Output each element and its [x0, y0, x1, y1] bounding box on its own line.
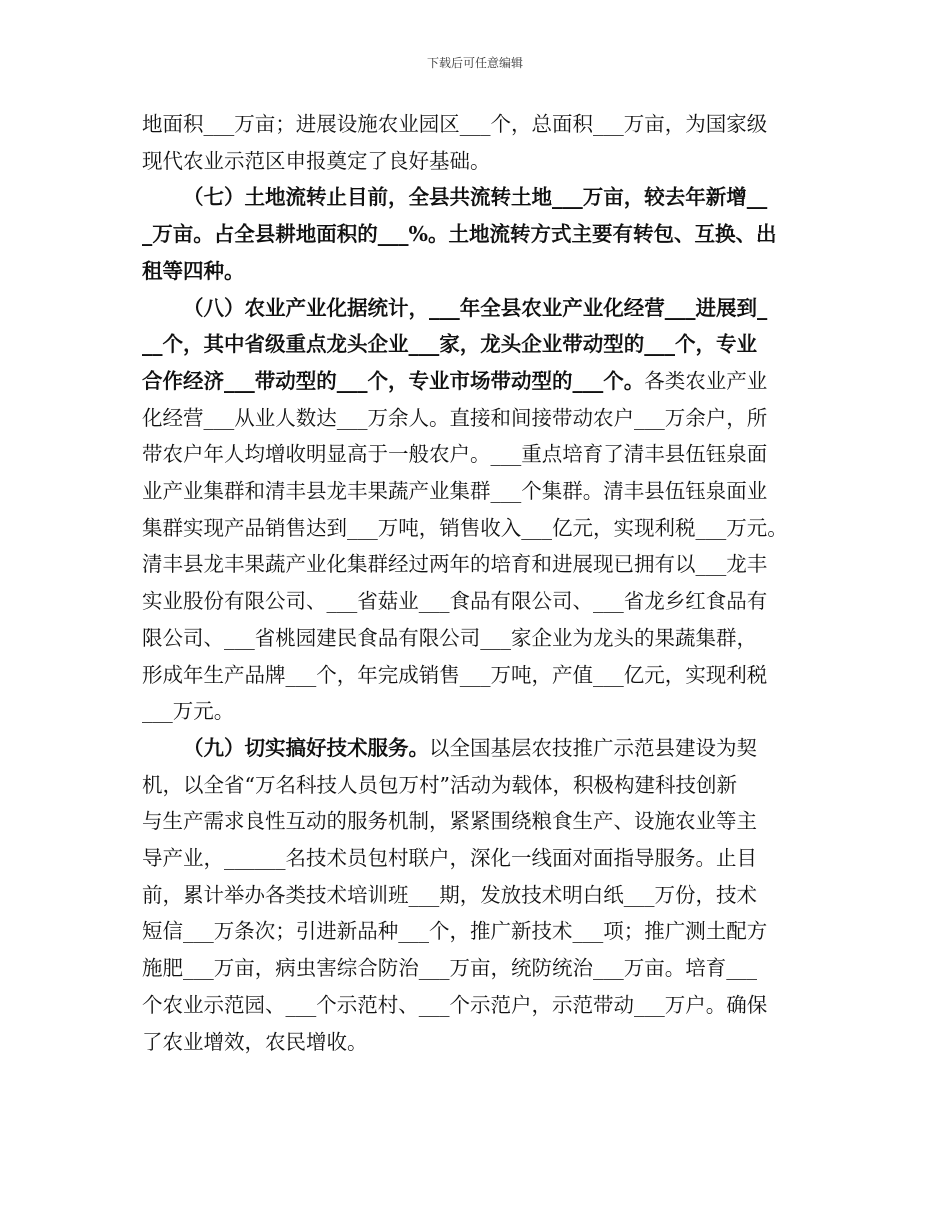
- page-header-note: 下载后可任意编辑: [426, 56, 523, 70]
- text-line: 现代农业示范区申报奠定了良好基础。: [142, 148, 491, 173]
- text-line: 形成年生产品牌___个，年完成销售___万吨，产值___亿元，实现利税: [142, 662, 768, 687]
- text-line: 实业股份有限公司、___省菇业___食品有限公司、___省龙乡红食品有: [142, 589, 768, 614]
- bold-segment: 合作经济___带动型的___个，专业市场带动型的___个。: [142, 368, 645, 393]
- text-line: 带农户年人均增收明显高于一般农户。___重点培育了清丰县伍钰泉面: [142, 442, 768, 467]
- text-line: 租等四种。: [142, 258, 245, 283]
- text-line: 短信___万条次；引进新品种___个，推广新技术___项；推广测土配方: [142, 919, 768, 944]
- section-7-heading-line: （七）土地流转止目前，全县共流转土地___万亩，较去年新增__: [183, 185, 768, 210]
- text-line: 前，累计举办各类技术培训班___期，发放技术明白纸___万份，技术: [142, 882, 757, 907]
- text-line: _万亩。占全县耕地面积的___%。土地流转方式主要有转包、互换、出: [142, 222, 777, 247]
- text-line: 集群实现产品销售达到___万吨，销售收入___亿元，实现利税___万元。: [142, 515, 788, 540]
- normal-segment: 以全国基层农技推广示范县建设为契: [429, 735, 757, 760]
- text-line: 施肥___万亩，病虫害综合防治___万亩，统防统治___万亩。培育___: [142, 956, 757, 981]
- document-body: [142, 106, 822, 1060]
- text-line: 清丰县龙丰果蔬产业化集群经过两年的培育和进展现已拥有以___龙丰: [142, 552, 768, 577]
- text-line: 与生产需求良性互动的服务机制，紧紧围绕粮食生产、设施农业等主: [142, 809, 757, 834]
- text-line: __个，其中省级重点龙头企业___家，龙头企业带动型的___个，专业: [142, 332, 757, 357]
- normal-segment: 各类农业产业: [644, 368, 768, 393]
- section-9-first-line: [142, 730, 822, 767]
- text-line: 业产业集群和清丰县龙丰果蔬产业集群___个集群。清丰县伍钰泉面业: [142, 479, 768, 504]
- text-line: 地面积___万亩；进展设施农业园区___个，总面积___万亩，为国家级: [142, 112, 768, 136]
- text-line: 了农业增效，农民增收。: [142, 1029, 368, 1054]
- text-line: 导产业，______名技术员包村联户，深化一线面对面指导服务。止目: [142, 846, 757, 871]
- text-line: 化经营___从业人数达___万余人。直接和间接带动农户___万余户，所: [142, 405, 768, 430]
- text-line: ___万元。: [142, 699, 235, 724]
- text-line: 个农业示范园、___个示范村、___个示范户，示范带动___万户。确保: [142, 992, 768, 1017]
- text-line: [142, 363, 822, 400]
- section-9-heading: （九）切实搞好技术服务。: [183, 735, 429, 760]
- section-8-heading-line: （八）农业产业化据统计，___年全县农业产业化经营___进展到_: [183, 295, 768, 320]
- text-line: 限公司、___省桃园建民食品有限公司___家企业为龙头的果蔬集群，: [142, 625, 757, 650]
- text-line: 机，以全省“万名科技人员包万村”活动为载体，积极构建科技创新: [142, 772, 737, 797]
